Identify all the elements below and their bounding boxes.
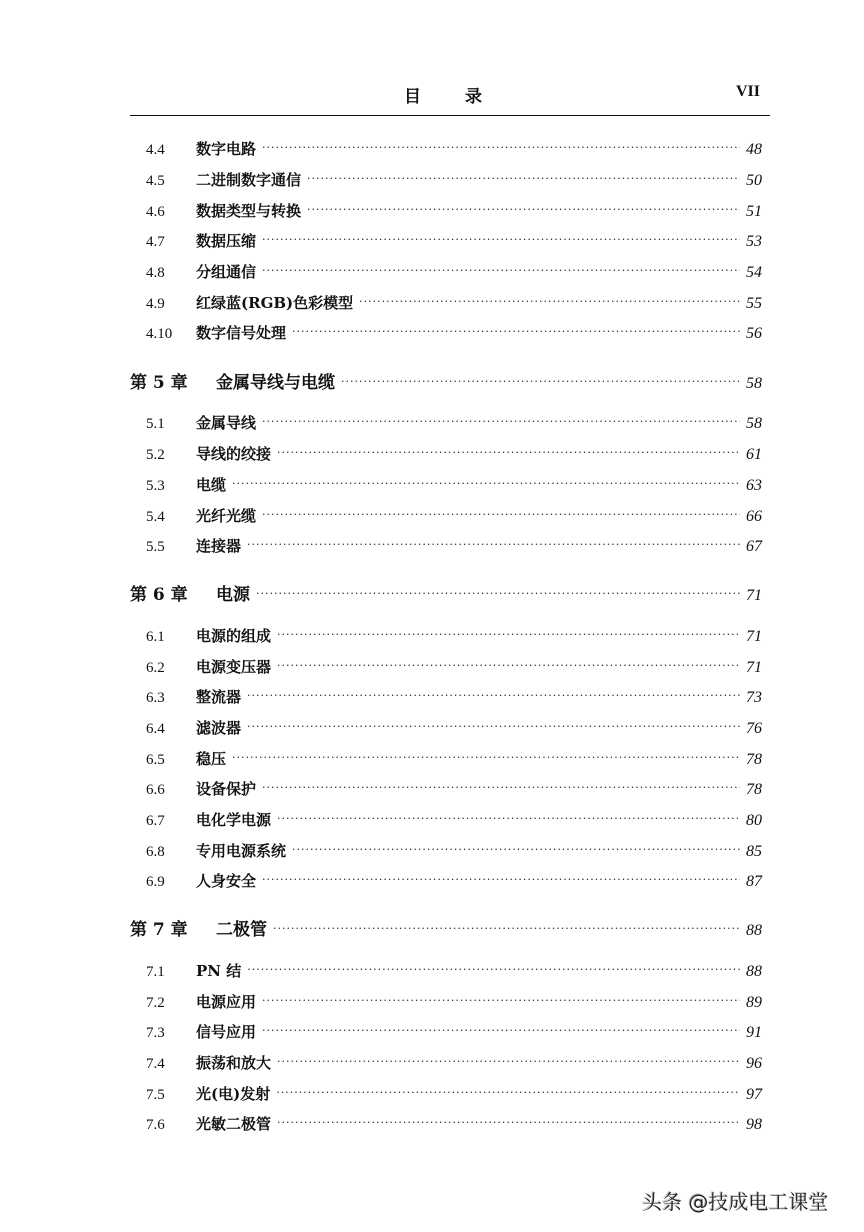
leader-dots (341, 375, 740, 388)
toc-entry[interactable] (146, 960, 772, 981)
section-number: 4.4 (146, 142, 165, 158)
toc-entry[interactable] (146, 1021, 772, 1042)
leader-dots (359, 295, 740, 308)
section-number: 4.9 (146, 296, 165, 312)
section-title: 连接器 (196, 537, 242, 555)
toc-entry[interactable] (146, 505, 772, 526)
toc-entry[interactable] (146, 625, 772, 646)
page-ref: 78 (746, 781, 762, 798)
chapter-number: 第 5 章 (130, 373, 188, 393)
toc-entry[interactable] (146, 1083, 772, 1104)
toc-entry[interactable] (146, 261, 772, 282)
section-title: 电源应用 (196, 993, 257, 1011)
toc-entry[interactable] (146, 322, 772, 343)
toc-entry[interactable] (146, 292, 772, 313)
page-ref: 73 (746, 689, 762, 706)
page-ref: 78 (746, 751, 762, 768)
toc-entry[interactable] (146, 686, 772, 707)
leader-dots (232, 751, 740, 764)
leader-dots (307, 172, 740, 185)
section-number: 7.1 (146, 964, 165, 980)
page-ref: 88 (746, 963, 762, 980)
toc-entry[interactable] (146, 717, 772, 738)
section-title: 整流器 (196, 688, 242, 706)
page-ref: 67 (746, 538, 762, 555)
section-title: 振荡和放大 (196, 1054, 272, 1072)
leader-dots (292, 325, 740, 338)
leader-dots (262, 264, 740, 277)
page-ref: 58 (746, 415, 762, 432)
page-ref: 66 (746, 508, 762, 525)
section-title: 人身安全 (196, 872, 257, 890)
section-title: 数字信号处理 (196, 324, 287, 342)
leader-dots (277, 812, 740, 825)
toc-entry[interactable] (146, 778, 772, 799)
leader-dots (262, 415, 740, 428)
page-ref: 51 (746, 203, 762, 220)
leader-dots (262, 781, 740, 794)
section-number: 5.4 (146, 509, 165, 525)
section-number: 6.5 (146, 752, 165, 768)
toc-entry[interactable] (146, 169, 772, 190)
chapter-title: 二极管 (216, 920, 267, 940)
section-title: 电源的组成 (196, 627, 272, 645)
section-title: 电缆 (196, 476, 227, 494)
toc-entry[interactable] (146, 840, 772, 861)
page-ref: 98 (746, 1116, 762, 1133)
leader-dots (247, 689, 740, 702)
section-number: 4.7 (146, 234, 165, 250)
page-ref: 89 (746, 994, 762, 1011)
page-title: 目录 (404, 87, 526, 107)
section-number: 5.3 (146, 478, 165, 494)
leader-dots (273, 922, 740, 935)
section-number: 4.6 (146, 204, 165, 220)
page-ref: 58 (746, 375, 762, 392)
leader-dots (307, 203, 740, 216)
section-title: 光(电)发射 (196, 1085, 271, 1103)
leader-dots (277, 1055, 740, 1068)
section-number: 7.6 (146, 1117, 165, 1133)
section-number: 6.1 (146, 629, 165, 645)
page-ref: 97 (746, 1086, 762, 1103)
toc-entry[interactable] (146, 230, 772, 251)
page-ref: 61 (746, 446, 762, 463)
page-ref: 56 (746, 325, 762, 342)
section-title: 分组通信 (196, 263, 257, 281)
section-title: 电化学电源 (196, 811, 272, 829)
toc-chapter[interactable] (130, 368, 772, 393)
page-ref: 71 (746, 659, 762, 676)
section-title: 稳压 (196, 750, 227, 768)
page-ref: 96 (746, 1055, 762, 1072)
leader-dots (262, 994, 740, 1007)
section-number: 7.5 (146, 1087, 165, 1103)
section-number: 7.2 (146, 995, 165, 1011)
leader-dots (262, 141, 740, 154)
leader-dots (256, 587, 740, 600)
toc-entry[interactable] (146, 443, 772, 464)
section-title: 数据压缩 (196, 232, 257, 250)
section-title: 滤波器 (196, 719, 242, 737)
chapter-number: 第 7 章 (130, 920, 188, 940)
page-ref: 53 (746, 233, 762, 250)
section-title: 电源变压器 (196, 658, 272, 676)
toc-entry[interactable] (146, 870, 772, 891)
toc-entry[interactable] (146, 200, 772, 221)
section-title: 金属导线 (196, 414, 257, 432)
chapter-number: 第 6 章 (130, 585, 188, 605)
toc-entry[interactable] (146, 535, 772, 556)
toc-chapter[interactable] (130, 580, 772, 605)
page-number: VII (735, 83, 760, 100)
leader-dots (277, 1116, 740, 1129)
section-number: 4.10 (146, 326, 173, 342)
chapter-title: 电源 (216, 585, 250, 605)
page-ref: 63 (746, 477, 762, 494)
section-number: 6.4 (146, 721, 165, 737)
toc-entry[interactable] (146, 991, 772, 1012)
leader-dots (292, 843, 740, 856)
leader-dots (277, 628, 740, 641)
page-header (130, 82, 770, 112)
section-title: 光敏二极管 (196, 1115, 272, 1133)
page-ref: 76 (746, 720, 762, 737)
section-number: 5.2 (146, 447, 165, 463)
leader-dots (262, 1024, 740, 1037)
section-title: 数据类型与转换 (196, 202, 302, 220)
section-title: 信号应用 (196, 1023, 257, 1041)
section-number: 5.1 (146, 416, 165, 432)
header-divider (130, 115, 770, 116)
toc-entry[interactable] (146, 1113, 772, 1134)
leader-dots (277, 446, 740, 459)
leader-dots (262, 508, 740, 521)
section-number: 4.5 (146, 173, 165, 189)
page-ref: 71 (746, 628, 762, 645)
section-number: 6.6 (146, 782, 165, 798)
toc-entry[interactable] (146, 1052, 772, 1073)
page-ref: 54 (746, 264, 762, 281)
section-number: 6.3 (146, 690, 165, 706)
leader-dots (262, 233, 740, 246)
section-title: 数字电路 (196, 140, 257, 158)
section-title: 设备保护 (196, 780, 257, 798)
page-ref: 50 (746, 172, 762, 189)
leader-dots (247, 720, 740, 733)
leader-dots (276, 1086, 740, 1099)
section-number: 4.8 (146, 265, 165, 281)
section-title: 二进制数字通信 (196, 171, 302, 189)
section-title: 专用电源系统 (196, 842, 287, 860)
toc-chapter[interactable] (130, 915, 772, 940)
section-number: 5.5 (146, 539, 165, 555)
toc-entry[interactable] (146, 474, 772, 495)
toc-entry[interactable] (146, 748, 772, 769)
section-title: 红绿蓝(RGB)色彩模型 (196, 294, 354, 312)
page-ref: 87 (746, 873, 762, 890)
page-ref: 85 (746, 843, 762, 860)
section-title: PN 结 (196, 962, 242, 980)
page-ref: 88 (746, 922, 762, 939)
toc-entry[interactable] (146, 138, 772, 159)
leader-dots (247, 538, 740, 551)
section-title: 光纤光缆 (196, 507, 257, 525)
watermark: 头条 @技成电工课堂 (642, 1190, 829, 1214)
page-ref: 71 (746, 587, 762, 604)
leader-dots (232, 477, 740, 490)
section-number: 6.7 (146, 813, 165, 829)
toc-entry[interactable] (146, 412, 772, 433)
page-ref: 91 (746, 1024, 762, 1041)
section-number: 6.2 (146, 660, 165, 676)
page-ref: 48 (746, 141, 762, 158)
leader-dots (247, 963, 740, 976)
toc-entry[interactable] (146, 656, 772, 677)
leader-dots (277, 659, 740, 672)
toc-entry[interactable] (146, 809, 772, 830)
section-title: 导线的绞接 (196, 445, 272, 463)
section-number: 7.3 (146, 1025, 165, 1041)
section-number: 6.9 (146, 874, 165, 890)
section-number: 6.8 (146, 844, 165, 860)
page-ref: 55 (746, 295, 762, 312)
leader-dots (262, 873, 740, 886)
section-number: 7.4 (146, 1056, 165, 1072)
chapter-title: 金属导线与电缆 (216, 373, 335, 393)
page-ref: 80 (746, 812, 762, 829)
